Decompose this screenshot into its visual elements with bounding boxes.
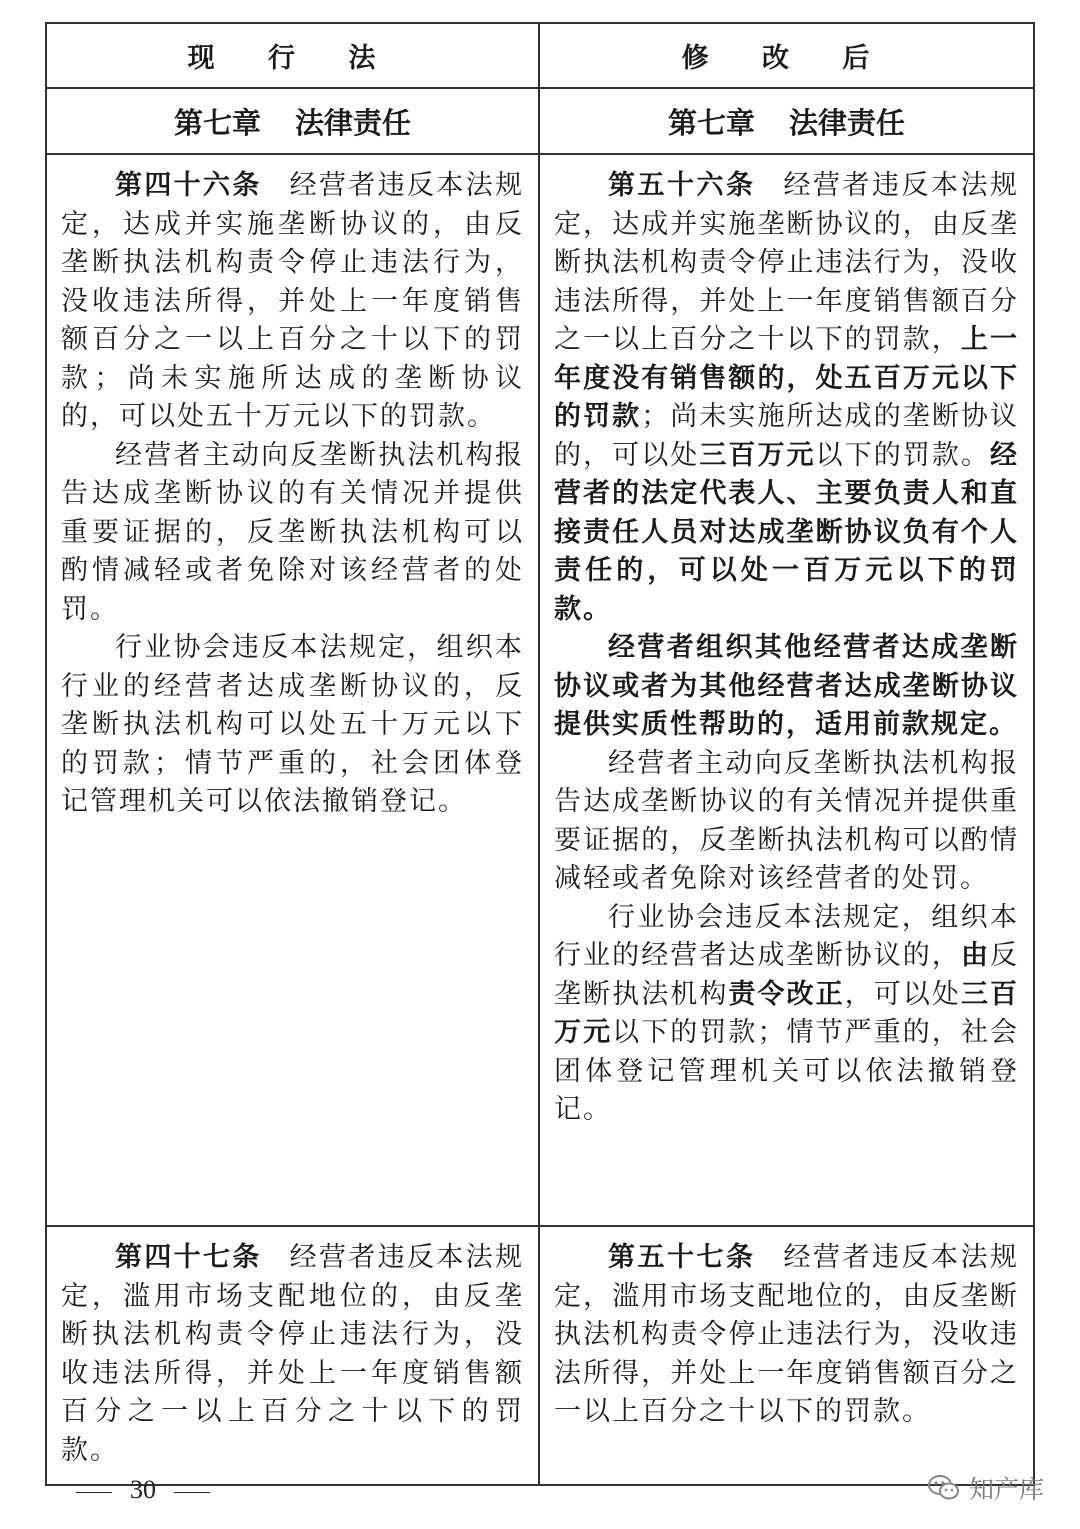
wechat-icon (927, 1473, 961, 1503)
chapter-name: 法律责任 (295, 105, 412, 140)
text-run: 经营者违反本法规定，达成并实施垄断协议的，由反垄断执法机构责令停止违法行为，没收违法所得，并处上一年度销售额百分之一以上百分之十以下的罚款；尚未实施所达成的垄断协议的，可以处五十万元以下的罚款。 (61, 170, 525, 432)
header-amended-law: 修 改 后 (681, 43, 892, 74)
text-run: ；尚未实施所达成的垄断协议的，可以处 (554, 401, 1020, 471)
paragraph (61, 1239, 524, 1470)
header-current-law: 现 行 法 (47, 24, 540, 87)
watermark (927, 1470, 1044, 1506)
amended-text: 经营者组织其他经营者达成垄断协议或者为其他经营者达成垄断协议提供实质性帮助的，适用前款规定。 (554, 632, 1019, 740)
article-47-current (47, 1227, 540, 1484)
amended-text: 上一年度没有销售额的，处五百万元以下的罚款 (554, 324, 1020, 432)
paragraph (554, 745, 1019, 899)
page-number-text: 30 (130, 1475, 156, 1504)
amended-text: 经营者的法定代表人、主要负责人和直接责任人员对达成垄断协议负有个人责任的，可以处一百万元以下的罚款。 (554, 439, 1020, 625)
amended-text: 责令改正 (728, 978, 845, 1010)
dash-right (174, 1492, 210, 1493)
article-number: 第四十七条 (115, 1242, 262, 1273)
text-run: 经营者违反本法规定，达成并实施垄断协议的，由反垄断执法机构责令停止违法行为，没收违法所得，并处上一年度销售额百分之一以上百分之十以下的罚款， (554, 170, 1019, 355)
paragraph (554, 629, 1019, 745)
comparison-table (45, 22, 1035, 1486)
article-56-amended (540, 155, 1033, 1225)
article-row-2 (47, 1227, 1033, 1484)
article-57-amended (540, 1227, 1033, 1484)
chapter-row (47, 89, 1033, 155)
text-run: 经营者主动向反垄断执法机构报告达成垄断协议的有关情况并提供重要证据的，反垄断执法机构可以酌情减轻或者免除对该经营者的处罚。 (554, 747, 1019, 894)
paragraph (61, 167, 524, 437)
paragraph (554, 167, 1019, 629)
article-row-1 (47, 155, 1033, 1227)
article-number: 第五十七条 (608, 1242, 756, 1273)
chapter-number: 第七章 (667, 105, 755, 140)
text-run: 反垄断执法机构 (554, 940, 1020, 1010)
text-run: 经营者违反本法规定，滥用市场支配地位的，由反垄断执法机构责令停止违法行为，没收违法所得，并处上一年度销售额百分之一以上百分之十以下的罚款。 (61, 1242, 525, 1466)
article-number: 第四十六条 (115, 170, 262, 201)
text-run: 以下的罚款。 (815, 439, 991, 471)
paragraph (554, 1239, 1019, 1432)
paragraph (61, 629, 524, 822)
text-run: 经营者违反本法规定，滥用市场支配地位的，由反垄断执法机构责令停止违法行为，没收违法所得，并处上一年度销售额百分之一以上百分之十以下的罚款。 (554, 1242, 1019, 1427)
paragraph (554, 899, 1019, 1130)
text-run: ，可以处 (844, 978, 961, 1010)
amended-text: 三百万元 (554, 978, 1020, 1048)
chapter-title-left (47, 89, 540, 153)
article-46-current (47, 155, 540, 1225)
header-row (47, 24, 1033, 89)
article-number: 第五十六条 (608, 170, 756, 201)
text-run: 行业协会违反本法规定，组织本行业的经营者达成垄断协议的，反垄断执法机构可以处五十万元以下的罚款；情节严重的，社会团体登记管理机关可以依法撤销登记。 (61, 632, 524, 817)
chapter-number: 第七章 (173, 105, 261, 140)
text-run: 经营者主动向反垄断执法机构报告达成垄断协议的有关情况并提供重要证据的，反垄断执法机构可以酌情减轻或者免除对该经营者的处罚。 (61, 439, 524, 625)
page-number (58, 1475, 228, 1505)
text-run: 行业协会违反本法规定，组织本行业的经营者达成垄断协议的， (554, 901, 1019, 971)
watermark-text: 知产库 (968, 1475, 1044, 1504)
chapter-title-right (540, 89, 1033, 153)
amended-text: 由 (960, 940, 991, 971)
chapter-name: 法律责任 (789, 105, 906, 140)
paragraph (61, 437, 524, 630)
text-run: 以下的罚款；情节严重的，社会团体登记管理机关可以依法撤销登记。 (554, 1017, 1020, 1125)
dash-left (76, 1492, 112, 1493)
amended-text: 三百万元 (699, 439, 816, 471)
